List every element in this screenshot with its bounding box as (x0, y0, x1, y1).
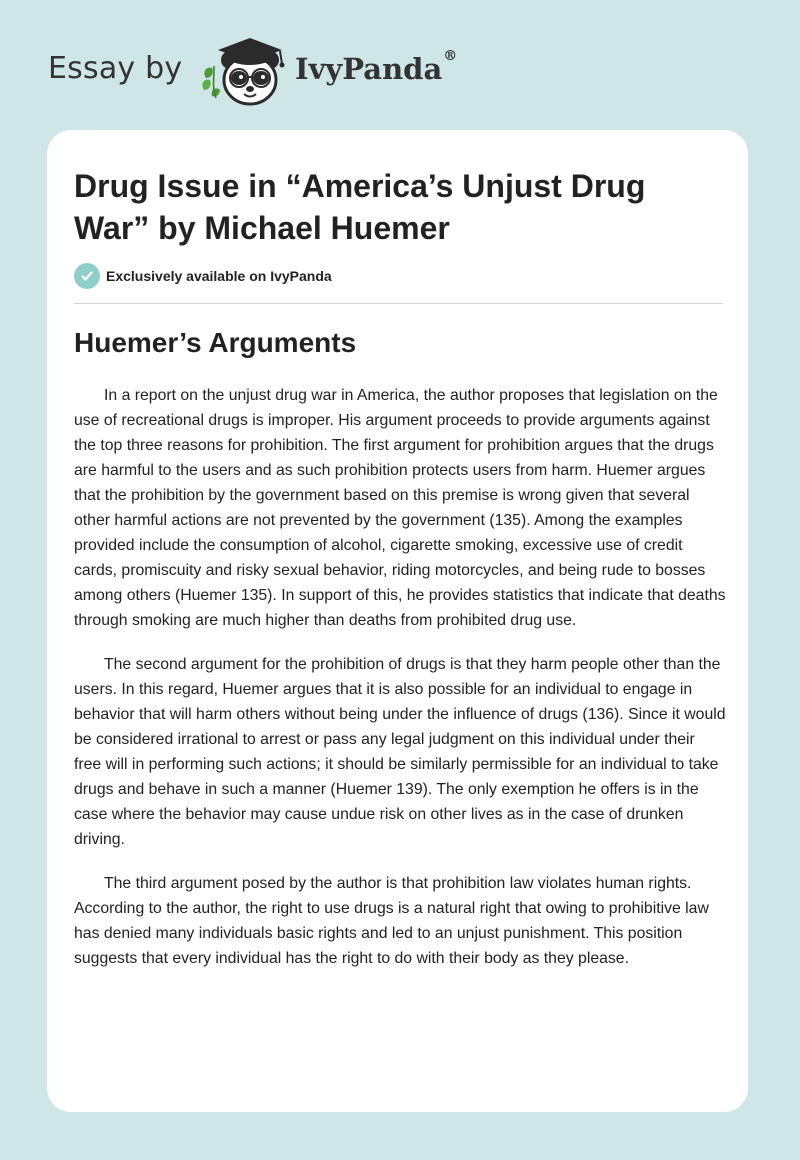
check-circle-icon (74, 263, 100, 289)
essay-body (74, 383, 726, 990)
registered-mark: ® (443, 48, 458, 64)
paragraph-3: The third argument posed by the author is that prohibition law violates human rights. According to the author, the right to use drugs is a natural right that owing to prohibitive law has denied many individuals basic rights and led to an unjust punishment. This position suggests that every individual has the right to do with their body as they please. (74, 875, 709, 967)
essay-card (47, 130, 748, 1112)
site-header (48, 34, 548, 114)
exclusive-badge (74, 263, 332, 289)
paragraph-1: In a report on the unjust drug war in America, the author proposes that legislation on the use of recreational drugs is improper. His argument proceeds to provide arguments against the top three reasons for prohibition. The first argument for prohibition argues that the drugs are harmful to the users and as such prohibition protects users from harm. Huemer argues that the prohibition by the government based on this premise is wrong given that several other harmful actions are not prevented by the government (135). Among the examples provided include the consumption of alcohol, cigarette smoking, excessive use of credit cards, promiscuity and risky sexual behavior, riding motorcycles, and being rude to bosses among others (Huemer 135). In support of this, he provides statistics that indicate that deaths through smoking are much higher than deaths from prohibited drug use. (74, 387, 726, 629)
title-divider (74, 303, 723, 304)
section-heading: Huemer’s Arguments (74, 327, 357, 358)
brand-name[interactable]: IvyPanda® (295, 48, 458, 86)
essay-by-label: Essay by (48, 51, 183, 86)
essay-title: Drug Issue in “America’s Unjust Drug War” by Michael Huemer (74, 168, 646, 246)
exclusive-label: Exclusively available on IvyPanda (106, 268, 332, 284)
panda-logo-icon[interactable] (200, 34, 294, 110)
paragraph-2: The second argument for the prohibition of drugs is that they harm people other than the users. In this regard, Huemer argues that it is also possible for an individual to engage in behavior that will harm others without being under the influence of drugs (136). Since it would be considered irrational to arrest or pass any legal judgment on this individual under their free will in performing such actions; it should be similarly permissible for an individual to take drugs and behave in such a manner (Huemer 139). The only exemption he offers is in the case where the behavior may cause undue risk on other lives as in the case of drunken driving. (74, 656, 726, 848)
